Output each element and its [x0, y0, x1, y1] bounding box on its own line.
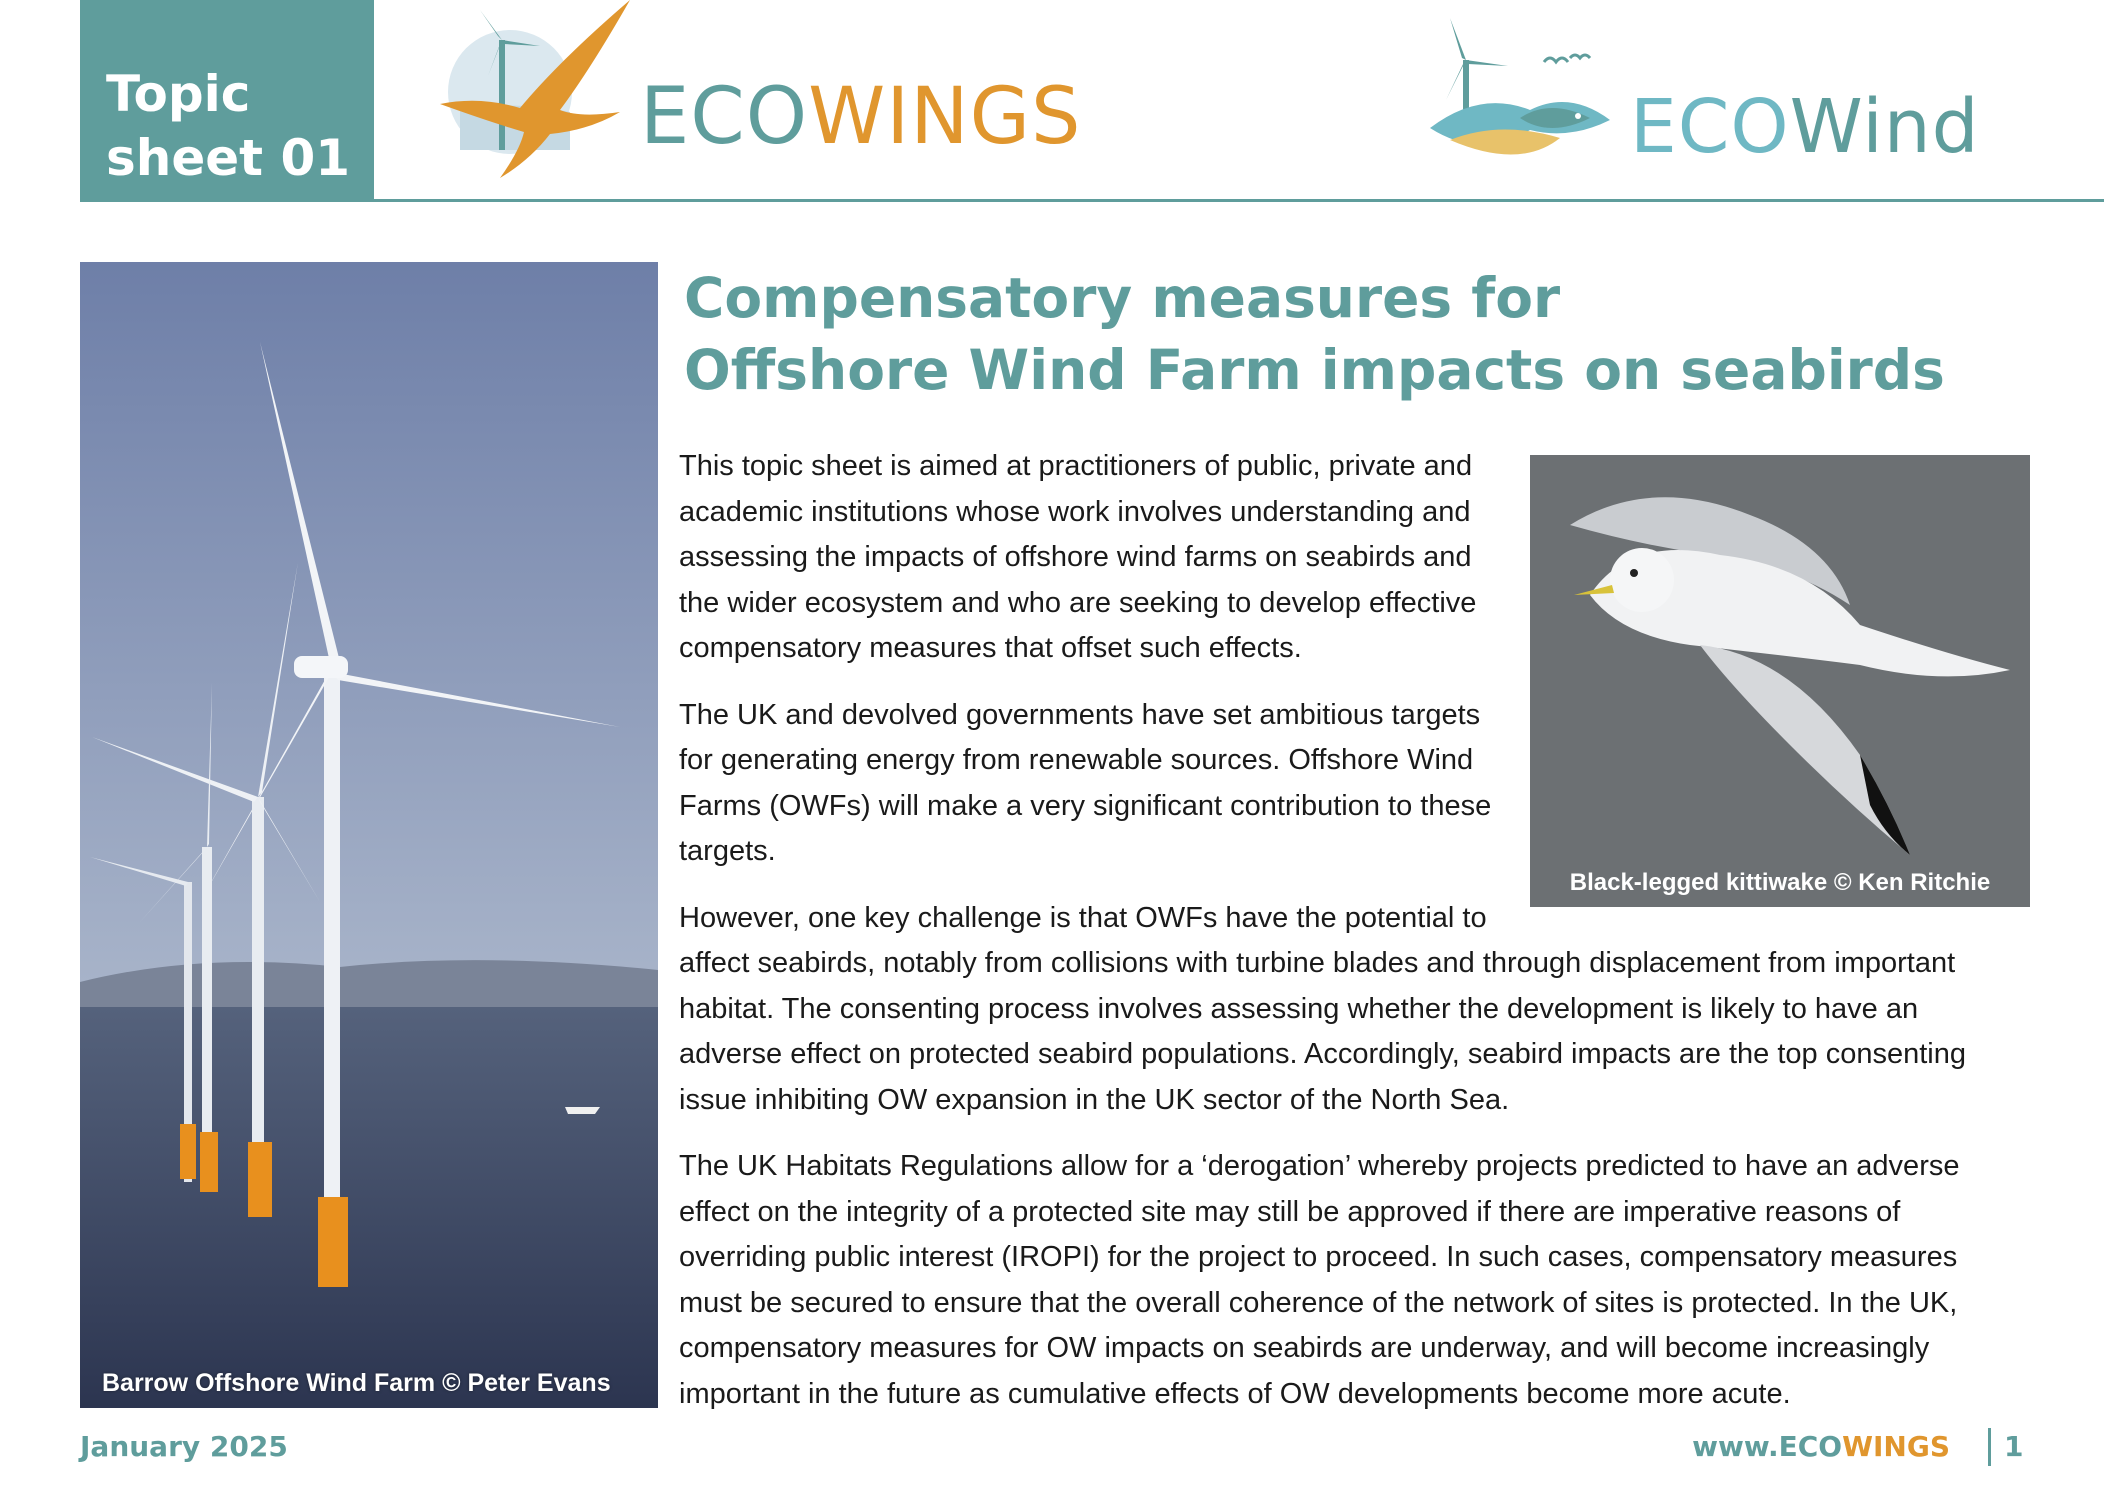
wind-farm-photo — [80, 262, 658, 1408]
ecowind-turbine-fish-icon — [1420, 10, 1620, 180]
page-title-line2: Offshore Wind Farm impacts on seabirds — [684, 338, 1945, 402]
ecowind-logo-wind: Wind — [1789, 84, 1980, 170]
footer-url-eco: ECO — [1778, 1430, 1843, 1463]
header-divider — [80, 199, 2104, 202]
footer-separator — [1988, 1428, 1991, 1466]
page-title-line1: Compensatory measures for — [684, 266, 1561, 330]
page-number: 1 — [2004, 1430, 2024, 1463]
ecowings-logo-wings: WINGS — [808, 72, 1082, 162]
kittiwake-photo-caption: Black-legged kittiwake © Ken Ritchie — [1569, 869, 1991, 896]
body-paragraph-3: However, one key challenge is that OWFs have the potential to affect seabirds, notably from collisions with turbine blades and through displacement from important habitat. The consenting process involves assessing whether the development is likely to have an adverse effect on protected seabird populations. Accordingly, seabird impacts are the top consenting issue inhibiting OW expansion in the UK sector of the North Sea. — [679, 901, 1966, 1116]
body-paragraph-2: The UK and devolved governments have set ambitious targets for generating energy from renewable sources. Offshore Wind Farms (OWFs) will make a very significant contribution to these targets. — [679, 698, 1492, 867]
footer-url-wings: WINGS — [1842, 1430, 1950, 1463]
ecowind-logo — [1420, 10, 1980, 190]
page-title — [684, 262, 2064, 406]
body-paragraph-4: The UK Habitats Regulations allow for a ‘derogation’ whereby projects predicted to have an adverse effect on the integrity of a protected site may still be approved if there are imperative reasons of overriding public interest (IROPI) for the project to proceed. In such cases, compensatory measures must be secured to ensure that the overall coherence of the network of sites is protected. In the UK, compensatory measures for OW impacts on seabirds are underway, and will become increasingly important in the future as cumulative effects of OW developments become more acute. — [679, 1150, 1960, 1410]
ecowings-bird-icon — [440, 0, 640, 190]
topic-sheet-label — [80, 0, 374, 202]
body-paragraph-1: This topic sheet is aimed at practitioners of public, private and academic institutions whose work involves understanding and assessing the impacts of offshore wind farms on seabirds and the wider ecosystem and who are seeking to develop effective compensatory measures that offset such effects. — [679, 450, 1477, 664]
topic-label-line1: Topic — [106, 65, 251, 123]
topic-label-line2: sheet 01 — [106, 129, 351, 187]
footer-website-link[interactable] — [1692, 1430, 1950, 1463]
footer-url-prefix: www. — [1692, 1430, 1779, 1463]
body-text — [679, 444, 2019, 1438]
wind-farm-photo-caption: Barrow Offshore Wind Farm © Peter Evans — [102, 1369, 611, 1397]
ecowind-logo-eco: ECO — [1630, 84, 1790, 170]
ecowings-logo — [440, 0, 1080, 190]
ecowings-logo-eco: ECO — [640, 72, 809, 162]
footer-date: January 2025 — [80, 1430, 288, 1463]
